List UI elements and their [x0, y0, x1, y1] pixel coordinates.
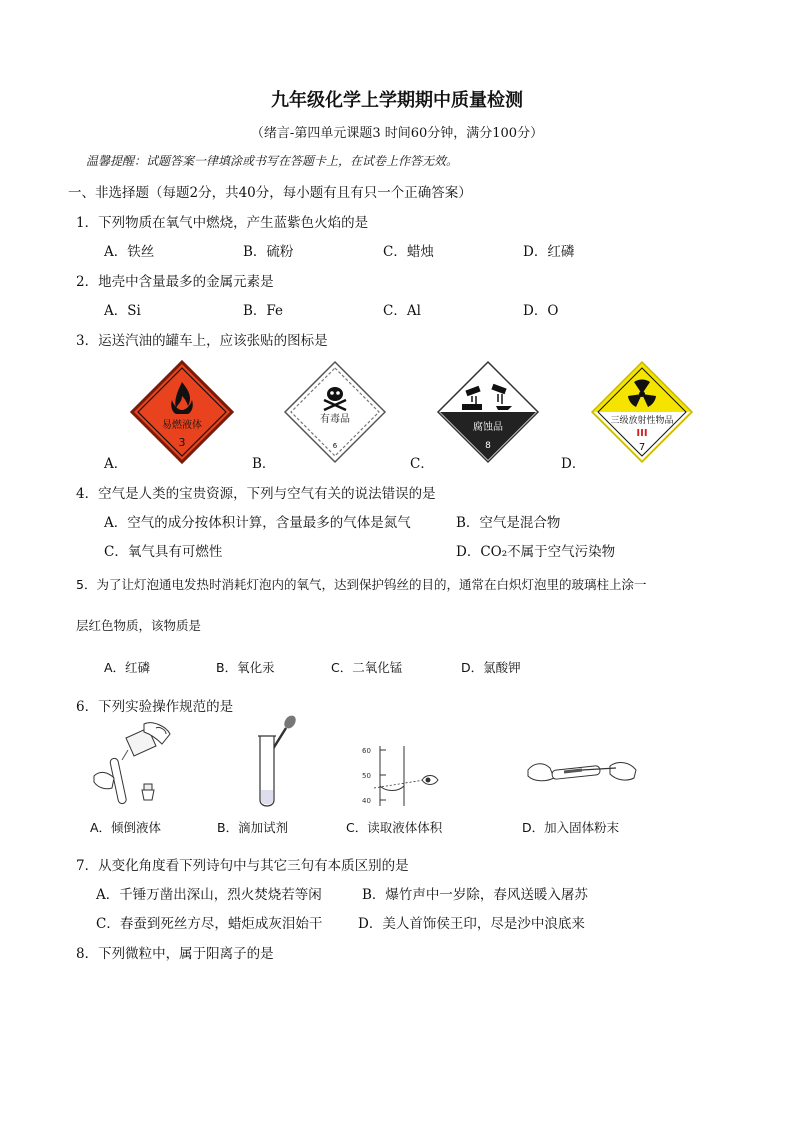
sign-label: 三级放射性物品 — [610, 416, 674, 426]
question-2-option-a[interactable]: A．Si — [104, 303, 141, 319]
question-2-stem: 2．地壳中含量最多的金属元素是 — [76, 274, 274, 290]
question-5-stem-line-2: 层红色物质，该物质是 — [76, 618, 202, 633]
sign-label: 易燃液体 — [162, 420, 202, 431]
question-5-option-c[interactable]: C．二氧化锰 — [331, 660, 403, 675]
question-6-stem: 6．下列实验操作规范的是 — [76, 699, 234, 715]
question-6-option-b[interactable]: B．滴加试剂 — [217, 820, 289, 835]
question-7-option-a[interactable]: A．千锤万凿出深山，烈火焚烧若等闲 — [96, 887, 322, 903]
sign-class-number: 8 — [485, 441, 491, 451]
page-title: 九年级化学上学期期中质量检测 — [271, 90, 523, 111]
question-1-option-c[interactable]: C．蜡烛 — [383, 244, 434, 260]
question-4-option-b[interactable]: B．空气是混合物 — [456, 515, 561, 531]
sign-label: 腐蚀品 — [473, 422, 503, 433]
question-6-option-c[interactable]: C．读取液体体积 — [346, 820, 443, 835]
eye-icon — [422, 776, 438, 785]
question-4-option-a[interactable]: A．空气的成分按体积计算，含量最多的气体是氮气 — [104, 515, 411, 531]
question-7-option-d[interactable]: D．美人首饰侯王印，尽是沙中浪底来 — [358, 916, 585, 932]
question-7-option-c[interactable]: C．春蚕到死丝方尽，蜡炬成灰泪始干 — [96, 916, 323, 932]
corrosive-sign — [436, 360, 540, 468]
sign-class-number: 7 — [638, 442, 646, 453]
question-5-stem-line-1: 5．为了让灯泡通电发热时消耗灯泡内的氧气，达到保护钨丝的目的，通常在白炽灯泡里的玻璃柱上涂一 — [76, 577, 647, 592]
question-8-stem: 8．下列微粒中，属于阳离子的是 — [76, 946, 274, 962]
question-4-option-c[interactable]: C．氧气具有可燃性 — [104, 544, 223, 560]
question-4-option-d[interactable]: D．CO₂不属于空气污染物 — [456, 544, 616, 560]
sign-label: 有毒品 — [320, 414, 350, 425]
dropper-figure — [246, 712, 296, 816]
question-5-option-a[interactable]: A．红磷 — [104, 660, 151, 675]
toxic-sign — [283, 360, 387, 468]
question-7-option-b[interactable]: B．爆竹声中一岁除，春风送暖入屠苏 — [362, 887, 588, 903]
question-3-option-b[interactable]: B． — [252, 456, 276, 472]
adding-powder-figure — [524, 748, 640, 802]
question-2-option-c[interactable]: C．Al — [383, 303, 421, 319]
question-6-option-d[interactable]: D．加入固体粉末 — [522, 820, 620, 835]
question-7-stem: 7．从变化角度看下列诗句中与其它三句有本质区别的是 — [76, 858, 409, 874]
question-1-stem: 1．下列物质在氧气中燃烧，产生蓝紫色火焰的是 — [76, 215, 369, 231]
exam-tip: 温馨提醒：试题答案一律填涂或书写在答题卡上，在试卷上作答无效。 — [86, 154, 459, 168]
cylinder-tick-label: 60 — [362, 747, 371, 755]
measuring-cylinder-figure — [360, 740, 450, 814]
question-3-stem: 3．运送汽油的罐车上，应该张贴的图标是 — [76, 333, 328, 349]
pouring-liquid-figure — [86, 720, 176, 816]
question-5-option-d[interactable]: D．氯酸钾 — [461, 660, 521, 675]
question-3-option-c[interactable]: C． — [410, 456, 434, 472]
question-1-option-b[interactable]: B．硫粉 — [243, 244, 294, 260]
sign-category-mark: III — [636, 428, 648, 439]
question-3-option-d[interactable]: D． — [561, 456, 586, 472]
page-subtitle: （绪言-第四单元课题3 时间60分钟，满分100分） — [250, 126, 544, 141]
section-heading: 一、非选择题（每题2分，共40分，每小题有且有只一个正确答案） — [68, 185, 472, 201]
question-2-option-d[interactable]: D．O — [523, 303, 559, 319]
question-2-option-b[interactable]: B．Fe — [243, 303, 284, 319]
radioactive-sign — [590, 360, 694, 468]
question-5-option-b[interactable]: B．氧化汞 — [216, 660, 275, 675]
question-1-option-d[interactable]: D．红磷 — [523, 244, 575, 260]
question-3-option-a[interactable]: A． — [104, 456, 128, 472]
cylinder-tick-label: 50 — [362, 772, 371, 780]
question-4-stem: 4．空气是人类的宝贵资源，下列与空气有关的说法错误的是 — [76, 486, 436, 502]
question-1-option-a[interactable]: A．铁丝 — [104, 244, 155, 260]
question-6-option-a[interactable]: A．倾倒液体 — [90, 820, 162, 835]
sign-class-number: 3 — [178, 436, 186, 449]
cylinder-tick-label: 40 — [362, 797, 371, 805]
flammable-liquid-sign — [130, 360, 234, 468]
sign-class-number: 6 — [332, 442, 338, 450]
